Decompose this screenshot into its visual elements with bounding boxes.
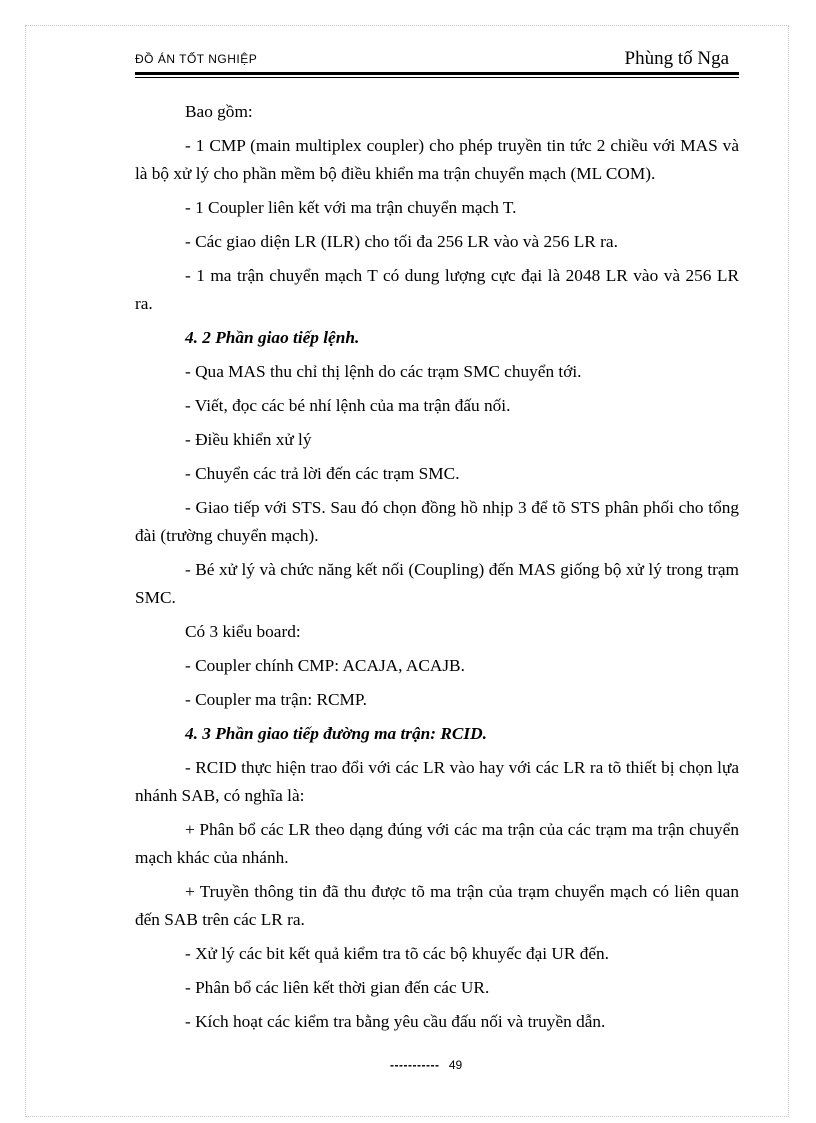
header-rule-thin (135, 77, 739, 78)
paragraph: - Các giao diện LR (ILR) cho tối đa 256 LR vào và 256 LR ra. (185, 232, 618, 251)
paragraph: - RCID thực hiện trao đổi với các LR vào hay với các LR ra tõ thiết bị chọn lựa nhánh SAB, có nghĩa là: (135, 758, 739, 805)
header-rule-thick (135, 72, 739, 75)
page-footer (390, 1058, 462, 1072)
paragraph: + Truyền thông tin đã thu được tõ ma trận của trạm chuyển mạch có liên quan đến SAB trên các LR ra. (135, 882, 739, 929)
paragraph: Bao gồm: (185, 102, 253, 121)
paragraph: Có 3 kiểu board: (185, 622, 301, 641)
section-heading: 4. 3 Phần giao tiếp đường ma trận: RCID. (185, 724, 487, 743)
paragraph: - Xử lý các bit kết quả kiểm tra tõ các bộ khuyếc đại UR đến. (185, 944, 609, 963)
paragraph: - Qua MAS thu chỉ thị lệnh do các trạm SMC chuyển tới. (185, 362, 582, 381)
paragraph: - Phân bổ các liên kết thời gian đến các UR. (185, 978, 490, 997)
paragraph: + Phân bổ các LR theo dạng đúng với các ma trận của các trạm ma trận chuyển mạch khác của nhánh. (135, 820, 739, 867)
section-heading: 4. 2 Phần giao tiếp lệnh. (185, 328, 360, 347)
footer-dashes: ----------- (390, 1058, 440, 1072)
paragraph: - Coupler chính CMP: ACAJA, ACAJB. (185, 656, 465, 675)
paragraph: - Giao tiếp với STS. Sau đó chọn đồng hồ nhịp 3 để tõ STS phân phối cho tổng đài (trường chuyển mạch). (135, 498, 739, 545)
paragraph: - Điều khiển xử lý (185, 430, 312, 449)
body-text (135, 98, 739, 1042)
header-author: Phùng tố Nga (624, 48, 729, 69)
paragraph: - Viết, đọc các bé nhí lệnh của ma trận đấu nối. (185, 396, 511, 415)
paragraph: - 1 Coupler liên kết với ma trận chuyển mạch T. (185, 198, 517, 217)
paragraph: - 1 ma trận chuyển mạch T có dung lượng cực đại là 2048 LR vào và 256 LR ra. (135, 266, 739, 313)
paragraph: - 1 CMP (main multiplex coupler) cho phép truyền tin tức 2 chiều với MAS và là bộ xử lý cho phần mềm bộ điều khiển ma trận chuyển mạch (ML COM). (135, 136, 739, 183)
paragraph: - Bé xử lý và chức năng kết nối (Coupling) đến MAS giống bộ xử lý trong trạm SMC. (135, 560, 739, 607)
paragraph: - Coupler ma trận: RCMP. (185, 690, 367, 709)
paragraph: - Kích hoạt các kiểm tra bằng yêu cầu đấu nối và truyền dẫn. (185, 1012, 606, 1031)
header-title: ĐỒ ÁN TỐT NGHIỆP (135, 52, 258, 66)
paragraph: - Chuyển các trả lời đến các trạm SMC. (185, 464, 460, 483)
page-number: 49 (448, 1058, 463, 1072)
